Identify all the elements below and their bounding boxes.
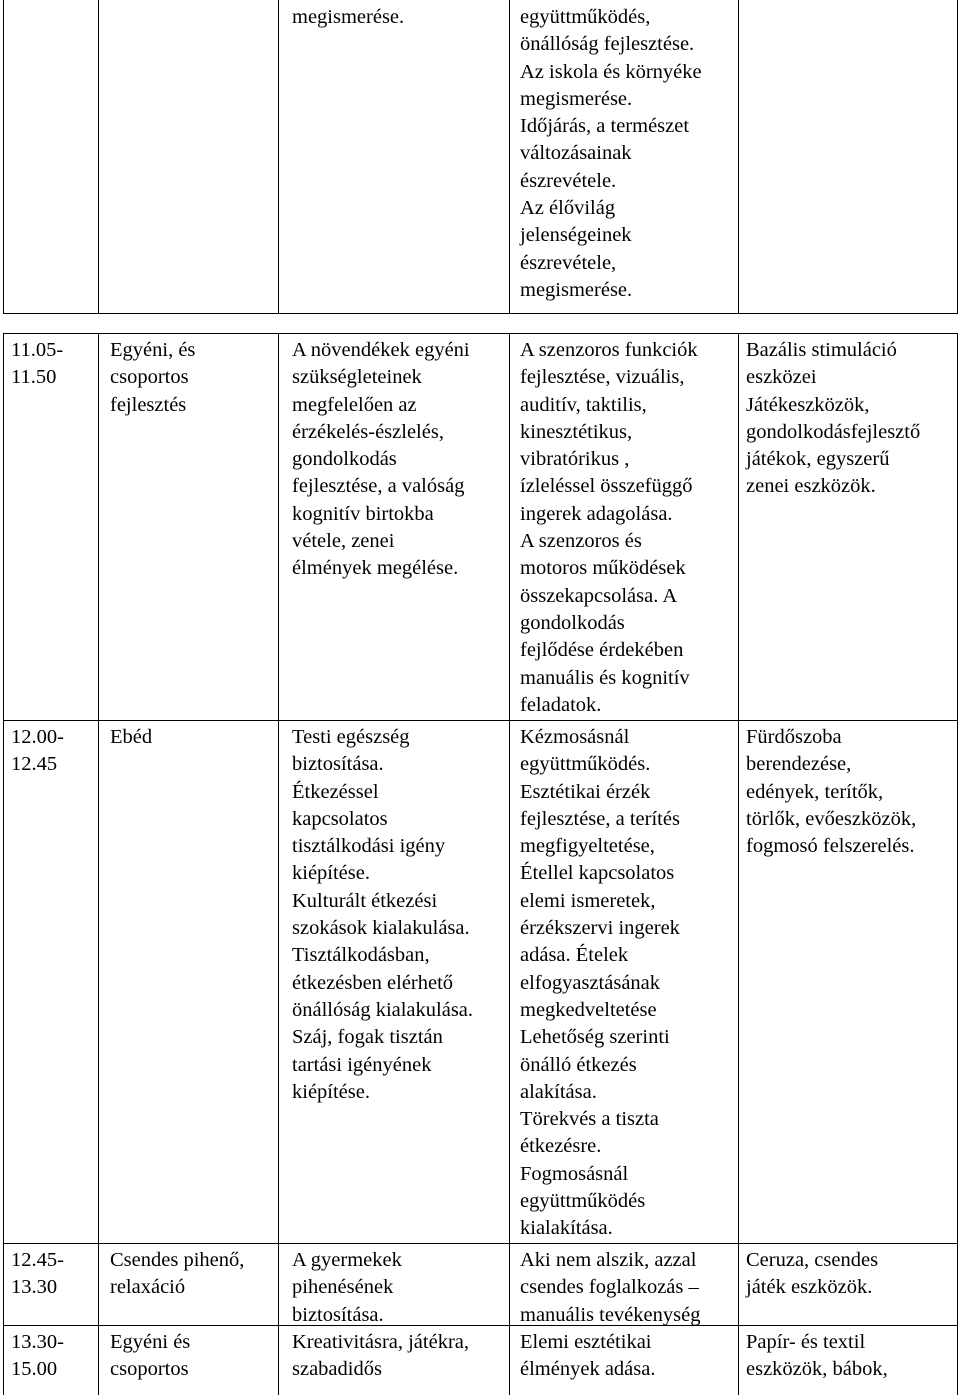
cell-line: összekapcsolása. A <box>520 584 678 607</box>
cell-line: gondolkodásfejlesztő <box>746 420 921 443</box>
cell-line: élmények megélése. <box>292 557 459 580</box>
column-line <box>957 1325 958 1395</box>
cell-line: Elemi esztétikai <box>520 1331 652 1353</box>
cell-line: adása. Ételek <box>520 944 629 967</box>
cell-line: érzékszervi ingerek <box>520 917 680 940</box>
cell-line: biztosítása. <box>292 1303 384 1326</box>
cell-line: kognitív birtokba <box>292 502 434 525</box>
cell-activity <box>110 1329 190 1384</box>
cell-time <box>11 1247 64 1302</box>
cell-line: 11.05- <box>11 339 64 361</box>
column-line <box>509 720 510 1243</box>
column-line <box>3 1243 4 1325</box>
cell-line: szabadidős <box>292 1358 382 1381</box>
cell-line: A szenzoros és <box>520 530 642 553</box>
cell-line: elfogyasztásának <box>520 971 661 994</box>
cell-line: Aki nem alszik, azzal <box>520 1249 697 1271</box>
cell-time <box>11 724 64 779</box>
cell-line: 12.45- <box>11 1249 64 1271</box>
column-line <box>738 720 739 1243</box>
cell-line: gondolkodás <box>520 611 625 634</box>
cell-line: megismerése. <box>292 6 405 28</box>
cell-line: élmények adása. <box>520 1358 656 1381</box>
column-line <box>98 333 99 720</box>
cell-line: együttműködés, <box>520 6 651 28</box>
cell-line: étkezésben elérhető <box>292 971 454 994</box>
cell-line: Bazális stimuláció <box>746 339 897 361</box>
cell-line: gondolkodás <box>292 448 397 471</box>
cell-line: Csendes pihenő, <box>110 1249 245 1271</box>
row-line <box>3 313 958 314</box>
cell-goals <box>292 1329 469 1384</box>
cell-line: ízleléssel összefüggő <box>520 475 693 498</box>
cell-line: csoportos <box>110 1358 189 1381</box>
column-line <box>738 0 739 313</box>
cell-line: fejlesztése, vizuális, <box>520 366 685 389</box>
cell-line: Egyéni, és <box>110 339 196 361</box>
cell-goals <box>292 337 470 583</box>
cell-line: Kézmosásnál <box>520 726 630 748</box>
cell-line: 11.50 <box>11 366 57 389</box>
cell-line: 15.00 <box>11 1358 58 1381</box>
cell-line: manuális tevékenység <box>520 1303 701 1326</box>
cell-line: játékok, egyszerű <box>746 448 890 471</box>
cell-line: megfigyeltetése, <box>520 835 655 858</box>
cell-line: megismerése. <box>520 87 633 110</box>
column-line <box>278 1243 279 1325</box>
column-line <box>3 333 4 720</box>
cell-line: manuális és kognitív <box>520 666 690 689</box>
cell-line: Az iskola és környéke <box>520 60 702 83</box>
cell-line: vétele, zenei <box>292 530 395 553</box>
cell-line: Étkezéssel <box>292 780 379 803</box>
cell-line: szükségleteinek <box>292 366 422 389</box>
cell-tasks <box>520 724 680 1243</box>
cell-line: eszközei <box>746 366 817 389</box>
cell-line: megfelelően az <box>292 393 417 416</box>
cell-line: Kreativitásra, játékra, <box>292 1331 470 1353</box>
cell-line: motoros működések <box>520 557 686 580</box>
cell-tools <box>746 1247 878 1302</box>
cell-line: fejlesztés <box>110 393 187 416</box>
cell-line: törlők, evőeszközök, <box>746 807 917 830</box>
cell-line: együttműködés. <box>520 753 651 776</box>
cell-line: Ebéd <box>110 726 153 748</box>
column-line <box>957 1243 958 1325</box>
cell-line: 12.00- <box>11 726 64 748</box>
column-line <box>957 333 958 720</box>
cell-line: Törekvés a tiszta <box>520 1108 659 1131</box>
cell-line: 13.30- <box>11 1331 64 1353</box>
cell-line: kinesztétikus, <box>520 420 633 443</box>
cell-line: kapcsolatos <box>292 807 388 830</box>
cell-goals <box>292 1247 402 1329</box>
cell-tools <box>746 724 916 860</box>
cell-line: Papír- és textil <box>746 1331 866 1353</box>
cell-line: vibratórikus , <box>520 448 630 471</box>
cell-line: kiépítése. <box>292 862 370 885</box>
column-line <box>98 0 99 313</box>
cell-line: zenei eszközök. <box>746 475 876 498</box>
cell-line: Időjárás, a természet <box>520 115 690 138</box>
row-line <box>3 720 958 721</box>
column-line <box>98 1325 99 1395</box>
cell-line: Esztétikai érzék <box>520 780 651 803</box>
column-line <box>509 1325 510 1395</box>
cell-goals <box>292 4 404 31</box>
column-line <box>278 333 279 720</box>
cell-tasks <box>520 1247 700 1329</box>
cell-line: eszközök, bábok, <box>746 1358 888 1381</box>
cell-line: önállóság kialakulása. <box>292 998 474 1021</box>
cell-line: fejlesztése, a valóság <box>292 475 465 498</box>
cell-line: Lehetőség szerinti <box>520 1026 670 1049</box>
column-line <box>98 720 99 1243</box>
cell-tools <box>746 1329 888 1384</box>
cell-line: megismerése. <box>520 278 633 301</box>
column-line <box>957 720 958 1243</box>
column-line <box>278 1325 279 1395</box>
cell-activity <box>110 337 195 419</box>
column-line <box>3 1325 4 1395</box>
column-line <box>738 1243 739 1325</box>
cell-line: Az élővilág <box>520 197 616 220</box>
cell-line: kiépítése. <box>292 1080 370 1103</box>
cell-line: elemi ismeretek, <box>520 889 656 912</box>
cell-time <box>11 1329 64 1384</box>
cell-line: biztosítása. <box>292 753 384 776</box>
cell-line: A szenzoros funkciók <box>520 339 698 361</box>
cell-line: ingerek adagolása. <box>520 502 673 525</box>
cell-line: 13.30 <box>11 1276 58 1299</box>
cell-line: Játékeszközök, <box>746 393 870 416</box>
cell-line: Kulturált étkezési <box>292 889 438 912</box>
column-line <box>509 0 510 313</box>
cell-tools <box>746 337 920 501</box>
cell-line: csendes foglalkozás – <box>520 1276 699 1299</box>
column-line <box>957 0 958 313</box>
cell-line: tartási igényének <box>292 1053 432 1076</box>
cell-line: tisztálkodási igény <box>292 835 446 858</box>
column-line <box>3 0 4 313</box>
cell-line: feladatok. <box>520 693 602 716</box>
cell-line: Tisztálkodásban, <box>292 944 430 967</box>
cell-activity <box>110 1247 244 1302</box>
column-line <box>509 1243 510 1325</box>
cell-line: Testi egészség <box>292 726 410 748</box>
row-line <box>3 1243 958 1244</box>
cell-line: Száj, fogak tisztán <box>292 1026 443 1049</box>
cell-line: változásainak <box>520 142 632 165</box>
cell-line: Étellel kapcsolatos <box>520 862 675 885</box>
cell-line: észrevétele. <box>520 169 617 192</box>
cell-goals <box>292 724 473 1106</box>
cell-line: Fürdőszoba <box>746 726 842 748</box>
cell-line: együttműködés <box>520 1190 646 1213</box>
cell-tasks <box>520 1329 655 1384</box>
cell-line: étkezésre. <box>520 1135 602 1158</box>
cell-line: A gyermekek <box>292 1249 402 1271</box>
cell-time <box>11 337 63 392</box>
cell-line: megkedveltetése <box>520 998 657 1021</box>
column-line <box>3 720 4 1243</box>
cell-line: szokások kialakulása. <box>292 917 470 940</box>
cell-line: észrevétele, <box>520 251 617 274</box>
cell-line: fogmosó felszerelés. <box>746 835 915 858</box>
cell-line: jelenségeinek <box>520 224 632 247</box>
cell-line: önállóság fejlesztése. <box>520 33 695 56</box>
cell-line: edények, terítők, <box>746 780 884 803</box>
cell-tasks <box>520 337 698 719</box>
column-line <box>509 333 510 720</box>
column-line <box>98 1243 99 1325</box>
cell-line: A növendékek egyéni <box>292 339 470 361</box>
cell-line: 12.45 <box>11 753 58 776</box>
cell-line: érzékelés-észlelés, <box>292 420 444 443</box>
cell-line: fejlődése érdekében <box>520 639 684 662</box>
row-line <box>3 333 958 334</box>
cell-line: Ceruza, csendes <box>746 1249 879 1271</box>
cell-line: pihenésének <box>292 1276 394 1299</box>
cell-line: Fogmosásnál <box>520 1162 629 1185</box>
column-line <box>278 0 279 313</box>
column-line <box>738 333 739 720</box>
cell-line: alakítása. <box>520 1080 597 1103</box>
cell-line: Egyéni és <box>110 1331 191 1353</box>
cell-line: berendezése, <box>746 753 852 776</box>
cell-tasks <box>520 4 702 304</box>
cell-line: fejlesztése, a terítés <box>520 807 680 830</box>
cell-line: csoportos <box>110 366 189 389</box>
row-line <box>3 1325 958 1326</box>
cell-line: relaxáció <box>110 1276 186 1299</box>
column-line <box>278 720 279 1243</box>
cell-activity <box>110 724 152 751</box>
column-line <box>738 1325 739 1395</box>
cell-line: játék eszközök. <box>746 1276 873 1299</box>
cell-line: auditív, taktilis, <box>520 393 647 416</box>
cell-line: önálló étkezés <box>520 1053 637 1076</box>
cell-line: kialakítása. <box>520 1217 613 1240</box>
